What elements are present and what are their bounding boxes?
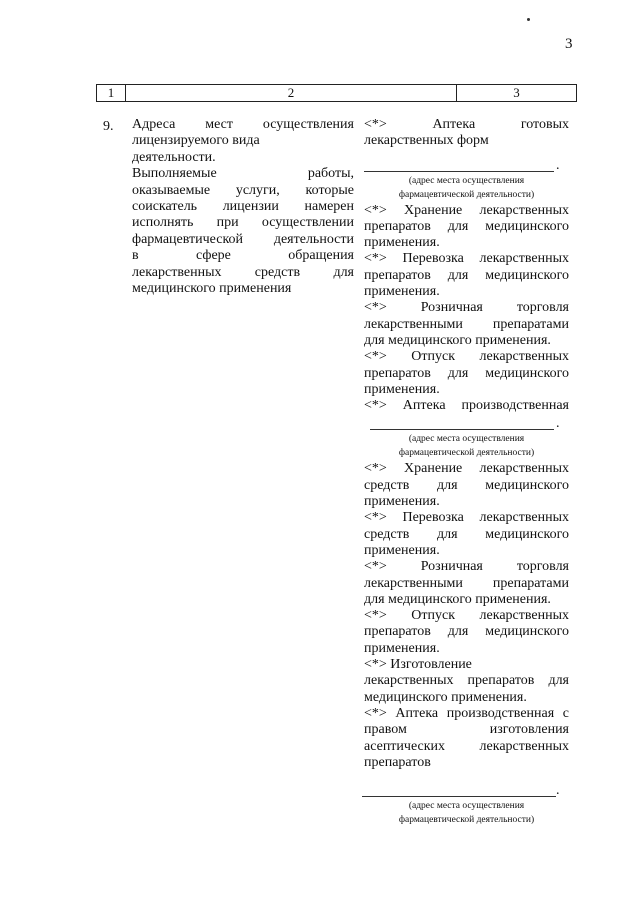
activity-line: <*> Перевозка лекарственных xyxy=(364,251,569,267)
activity-line: лекарственными препаратами xyxy=(364,575,569,591)
desc-line: в сфере обращения xyxy=(132,248,354,264)
desc-line: лекарственных средств для xyxy=(132,264,354,280)
activity-line: применения. xyxy=(364,542,440,558)
row-activities xyxy=(364,117,569,828)
address-caption: фармацевтической деятельности) xyxy=(398,815,535,826)
activity-line: средств для медицинского xyxy=(364,477,569,493)
activity-line: для медицинского применения. xyxy=(364,332,551,348)
address-caption: фармацевтической деятельности) xyxy=(398,448,535,459)
activity-line: применения. xyxy=(364,235,440,251)
activity-line: препаратов для медицинского xyxy=(364,624,569,640)
activity-line: применения. xyxy=(364,494,440,510)
activity-line: применения. xyxy=(364,640,440,656)
activity-line: <*> Отпуск лекарственных xyxy=(364,608,569,624)
activity-line: лекарственными препаратами xyxy=(364,316,569,332)
pharmacy-type-line: лекарственных форм xyxy=(364,133,489,149)
table-header xyxy=(96,84,577,102)
header-col-2: 2 xyxy=(126,85,457,101)
activity-line: средств для медицинского xyxy=(364,526,569,542)
pharmacy-type-line: <*> Аптека готовых xyxy=(364,117,569,132)
pharmacy-type-line: препаратов xyxy=(364,754,431,770)
pharmacy-type-line: <*> Аптека производственная xyxy=(364,398,569,414)
desc-line: деятельности. xyxy=(132,149,216,165)
activity-line: <*> Отпуск лекарственных xyxy=(364,349,569,365)
activity-line: <*> Хранение лекарственных xyxy=(364,461,569,477)
address-blank-line xyxy=(364,416,569,432)
activity-line: препаратов для медицинского xyxy=(364,267,569,283)
pharmacy-type-line: правом изготовления xyxy=(364,722,569,738)
activity-line: лекарственных препаратов для xyxy=(364,673,569,689)
activity-line: <*> Розничная торговля xyxy=(364,300,569,316)
address-caption: (адрес места осуществления xyxy=(408,434,525,445)
desc-line: фармацевтической деятельности xyxy=(132,231,354,247)
header-col-3: 3 xyxy=(513,85,520,100)
page-number: 3 xyxy=(565,36,573,52)
activity-line: <*> Изготовление xyxy=(364,657,472,673)
activity-line: препаратов для медицинского xyxy=(364,365,569,381)
address-caption: фармацевтической деятельности) xyxy=(398,189,535,200)
blank-dot: . xyxy=(556,783,560,799)
row-number: 9. xyxy=(103,119,114,134)
activity-line: для медицинского применения. xyxy=(364,591,551,607)
row-description xyxy=(132,117,354,297)
desc-line: оказываемые услуги, которые xyxy=(132,182,354,198)
desc-line: медицинского применения xyxy=(132,281,292,297)
header-col-1: 1 xyxy=(97,85,126,101)
address-caption: (адрес места осуществления xyxy=(408,175,525,186)
blank-dot: . xyxy=(556,157,560,173)
desc-line: Адреса мест осуществления xyxy=(132,117,354,132)
activity-line: применения. xyxy=(364,284,440,300)
desc-line: соискатель лицензии намерен xyxy=(132,199,354,215)
desc-line: лицензируемого вида xyxy=(132,133,260,149)
activity-line: <*> Перевозка лекарственных xyxy=(364,510,569,526)
activity-line: применения. xyxy=(364,381,440,397)
activity-line: <*> Хранение лекарственных xyxy=(364,202,569,218)
pharmacy-type-line: <*> Аптека производственная с xyxy=(364,705,569,721)
blank-dot: . xyxy=(556,416,560,432)
pharmacy-type-line: асептических лекарственных xyxy=(364,738,569,754)
activity-line: медицинского применения. xyxy=(364,689,527,705)
scan-speck xyxy=(527,18,530,21)
address-blank-line xyxy=(364,158,569,174)
activity-line: препаратов для медицинского xyxy=(364,218,569,234)
address-blank-line xyxy=(364,783,569,799)
activity-line: <*> Розничная торговля xyxy=(364,559,569,575)
address-caption: (адрес места осуществления xyxy=(408,801,525,812)
desc-line: исполнять при осуществлении xyxy=(132,215,354,231)
desc-line: Выполняемые работы, xyxy=(132,166,354,182)
